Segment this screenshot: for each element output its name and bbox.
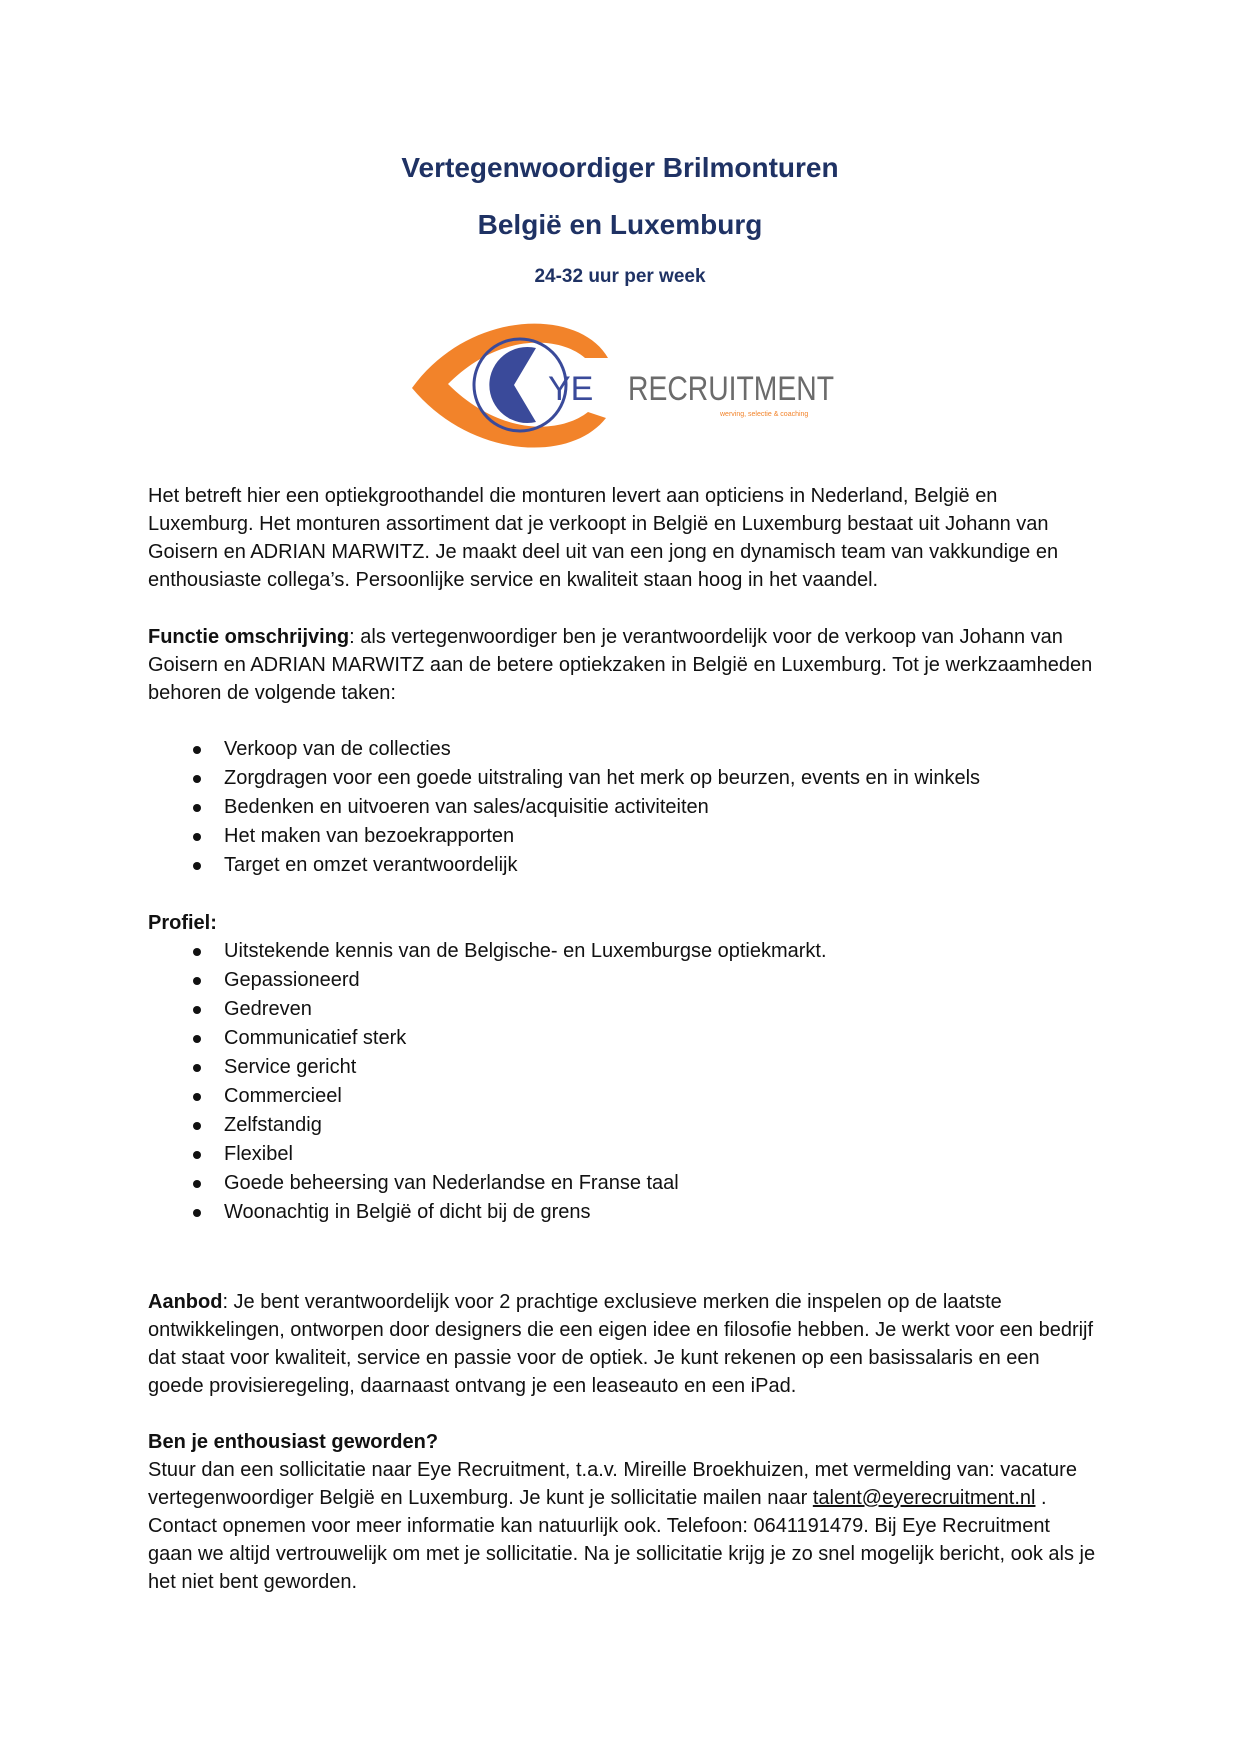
bullet-icon	[193, 804, 201, 812]
contact-paragraph	[148, 1456, 1098, 1596]
eye-recruitment-logo	[410, 318, 840, 452]
list-item-text: Zorgdragen voor een goede uitstraling van het merk op beurzen, events en in winkels	[224, 767, 981, 789]
aanbod-paragraph	[148, 1288, 1098, 1400]
list-item	[148, 1111, 1098, 1140]
bullet-icon	[193, 1006, 201, 1014]
contact-section	[148, 1428, 1098, 1596]
list-item-text: Het maken van bezoekrapporten	[224, 825, 515, 847]
bullet-icon	[193, 1122, 201, 1130]
bullet-icon	[193, 1151, 201, 1159]
list-item-text: Gedreven	[224, 998, 312, 1020]
logo-tagline: werving, selectie & coaching	[720, 411, 809, 418]
tasks-list	[148, 735, 1098, 880]
list-item-text: Commercieel	[224, 1085, 342, 1107]
list-item-text: Target en omzet verantwoordelijk	[224, 854, 518, 876]
list-item	[148, 1140, 1098, 1169]
bullet-icon	[193, 862, 201, 870]
aanbod-text: : Je bent verantwoordelijk voor 2 prachtige exclusieve merken die inspelen op de laatste ontwikkelingen, ontworpen door designers die een eigen idee en filosofie hebben. Je werkt voor een bedrijf dat staat voor kwaliteit, service en passie voor de optiek. Je kunt rekenen op een basissalaris en een goede provisieregeling, daarnaast ontvang je een leaseauto en een iPad.	[148, 1291, 1094, 1397]
list-item	[148, 764, 1098, 793]
profiel-heading: Profiel:	[148, 912, 217, 934]
bullet-icon	[193, 948, 201, 956]
contact-text-after: . Contact opnemen voor meer informatie kan natuurlijk ook. Telefoon: 0641191479. Bij Eye Recruitment gaan we altijd vertrouwelijk om met je sollicitatie. Na je sollicitatie krijg je zo snel mogelijk bericht, ook als je het niet bent geworden.	[148, 1487, 1096, 1593]
logo-letters: YE	[548, 370, 594, 408]
profiel-list	[148, 937, 1098, 1227]
list-item-text: Goede beheersing van Nederlandse en Franse taal	[224, 1172, 679, 1194]
bullet-icon	[193, 1064, 201, 1072]
logo-c-shape	[489, 347, 536, 423]
list-item	[148, 966, 1098, 995]
list-item	[148, 995, 1098, 1024]
list-item-text: Woonachtig in België of dicht bij de grens	[224, 1201, 591, 1223]
list-item	[148, 1198, 1098, 1227]
bullet-icon	[193, 977, 201, 985]
hours-label: 24-32 uur per week	[534, 266, 706, 287]
list-item	[148, 1024, 1098, 1053]
bullet-icon	[193, 1035, 201, 1043]
functie-paragraph	[148, 623, 1098, 707]
intro-paragraph: Het betreft hier een optiekgroothandel die monturen levert aan opticiens in Nederland, België en Luxemburg. Het monturen assortiment dat je verkoopt in België en Luxemburg bestaat uit Johann van Goisern en ADRIAN MARWITZ. Je maakt deel uit van een jong en dynamisch team van vakkundige en enthousiaste collega’s. Persoonlijke service en kwaliteit staan hoog in het vaandel.	[148, 485, 1059, 591]
list-item-text: Zelfstandig	[224, 1114, 322, 1136]
aanbod-label: Aanbod	[148, 1291, 223, 1313]
list-item	[148, 822, 1098, 851]
list-item-text: Gepassioneerd	[224, 969, 360, 991]
list-item-text: Communicatief sterk	[224, 1027, 407, 1049]
page-subtitle: België en Luxemburg	[477, 209, 763, 240]
list-item-text: Bedenken en uitvoeren van sales/acquisitie activiteiten	[224, 796, 709, 818]
email-link[interactable]: talent@eyerecruitment.nl	[812, 1487, 1036, 1509]
list-item-text: Flexibel	[224, 1143, 293, 1165]
bullet-icon	[193, 775, 201, 783]
functie-label: Functie omschrijving	[148, 626, 350, 648]
list-item	[148, 1082, 1098, 1111]
functie-text: : als vertegenwoordiger ben je verantwoordelijk voor de verkoop van Johann van Goisern en ADRIAN MARWITZ aan de betere optiekzaken in België en Luxemburg. Tot je werkzaamheden behoren de volgende taken:	[148, 626, 1093, 704]
bullet-icon	[193, 746, 201, 754]
contact-text-before: Stuur dan een sollicitatie naar Eye Recruitment, t.a.v. Mireille Broekhuizen, met vermelding van: vacature vertegenwoordiger België en Luxemburg. Je kunt je sollicitatie mailen naar	[148, 1459, 1077, 1509]
list-item	[148, 1169, 1098, 1198]
logo-name: RECRUITMENT	[628, 370, 834, 408]
list-item-text: Service gericht	[224, 1056, 357, 1078]
list-item	[148, 851, 1098, 880]
list-item	[148, 735, 1098, 764]
bullet-icon	[193, 1093, 201, 1101]
bullet-icon	[193, 833, 201, 841]
bullet-icon	[193, 1209, 201, 1217]
contact-heading: Ben je enthousiast geworden?	[148, 1431, 439, 1453]
list-item	[148, 793, 1098, 822]
page-title: Vertegenwoordiger Brilmonturen	[401, 152, 839, 183]
list-item-text: Verkoop van de collecties	[224, 738, 451, 760]
list-item	[148, 1053, 1098, 1082]
bullet-icon	[193, 1180, 201, 1188]
list-item-text: Uitstekende kennis van de Belgische- en Luxemburgse optiekmarkt.	[224, 940, 827, 962]
list-item	[148, 937, 1098, 966]
